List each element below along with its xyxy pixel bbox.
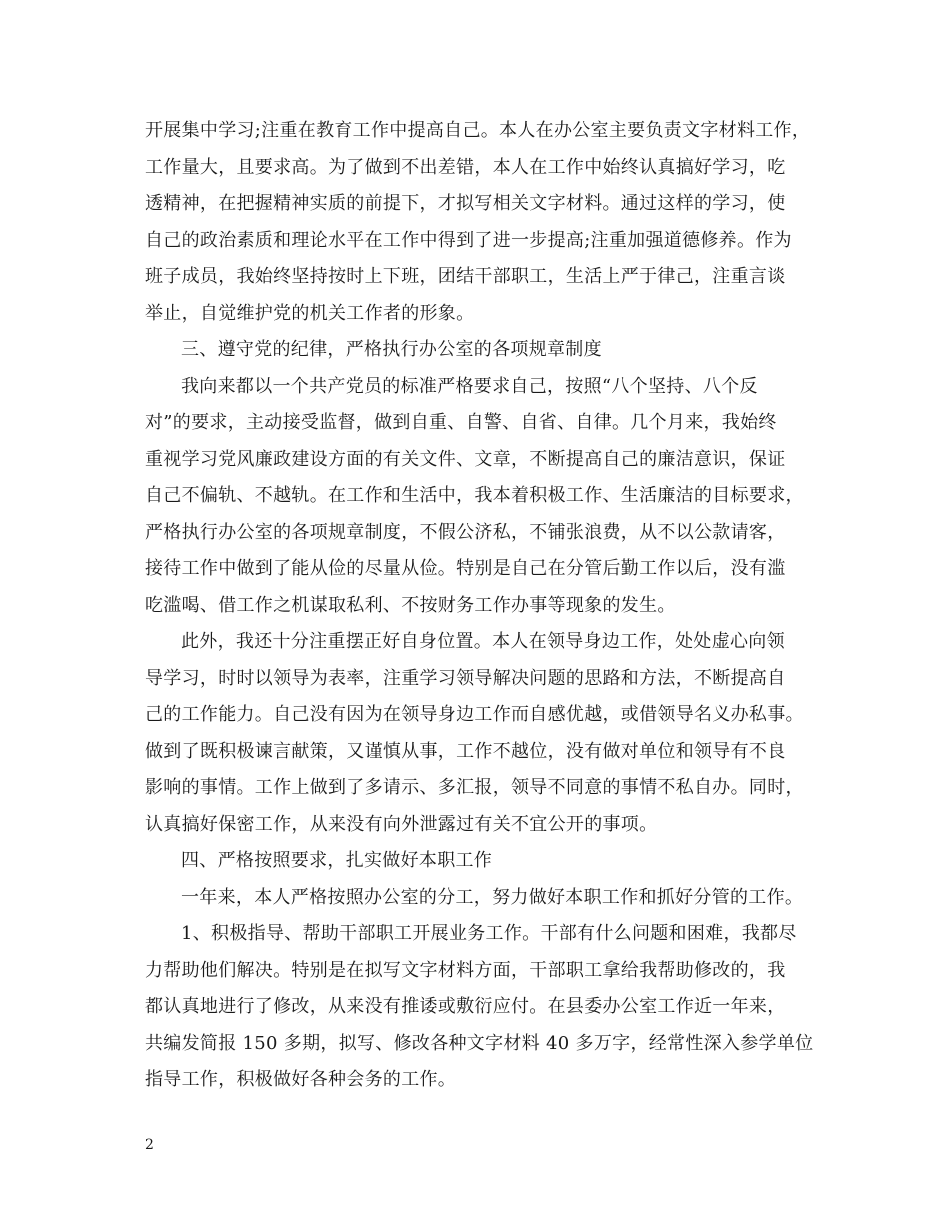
text-line: 吃滥喝、借工作之机谋取私利、不按财务工作办事等现象的发生。 [145,594,676,616]
page-number: 2 [145,1137,154,1153]
text-line: 对”的要求，主动接受监督，做到自重、自警、自省、自律。几个月来，我始终 [145,412,777,433]
text-line: 举止，自觉维护党的机关工作者的形象。 [145,302,475,324]
text-line: 重视学习党风廉政建设方面的有关文件、文章，不断提高自己的廉洁意识，保证 [145,448,786,470]
text-line: 己的工作能力。自己没有因为在领导身边工作而自感优越，或借领导名义办私事。 [145,704,804,725]
text-line: 开展集中学习;注重在教育工作中提高自己。本人在办公室主要负责文字材料工作， [145,120,811,141]
text-line: 透精神，在把握精神实质的前提下，才拟写相关文字材料。通过这样的学习，使 [145,193,786,214]
text-line: 此外，我还十分注重摆正好自身位置。本人在领导身边工作，处处虚心向领 [181,631,785,652]
document-body [145,113,813,1099]
text-line: 自己不偏轨、不越轨。在工作和生活中，我本着积极工作、生活廉洁的目标要求， [145,485,804,506]
text-line: 力帮助他们解决。特别是在拟写文字材料方面，干部职工拿给我帮助修改的，我 [145,959,786,981]
text-line: 三、遵守党的纪律，严格执行办公室的各项规章制度 [181,339,602,360]
text-line: 四、严格按照要求，扎实做好本职工作 [181,850,493,871]
text-line: 1、积极指导、帮助干部职工开展业务工作。干部有什么问题和困难，我都尽 [181,923,797,944]
text-line: 严格执行办公室的各项规章制度，不假公济私，不铺张浪费，从不以公款请客， [145,521,786,543]
text-line: 我向来都以一个共产党员的标准严格要求自己，按照“八个坚持、八个反 [181,375,758,397]
text-line: 认真搞好保密工作，从来没有向外泄露过有关不宜公开的事项。 [145,813,658,835]
text-line: 班子成员，我始终坚持按时上下班，团结干部职工，生活上严于律己，注重言谈 [145,266,786,287]
text-line: 接待工作中做到了能从俭的尽量从俭。特别是自己在分管后勤工作以后，没有滥 [145,558,786,579]
text-line: 导学习，时时以领导为表率，注重学习领导解决问题的思路和方法，不断提高自 [145,667,786,689]
text-line: 工作量大，且要求高。为了做到不出差错，本人在工作中始终认真搞好学习，吃 [145,156,786,178]
text-line: 都认真地进行了修改，从来没有推诿或敷衍应付。在县委办公室工作近一年来， [145,996,786,1017]
text-line: 指导工作，积极做好各种会务的工作。 [145,1069,457,1090]
text-line: 共编发简报 150 多期，拟写、修改各种文字材料 40 多万字，经常性深入参学单位 [145,1032,814,1054]
text-line: 做到了既积极谏言献策，又谨慎从事，工作不越位，没有做对单位和领导有不良 [145,740,786,762]
text-line: 一年来，本人严格按照办公室的分工，努力做好本职工作和抓好分管的工作。 [181,886,804,908]
text-line: 自己的政治素质和理论水平在工作中得到了进一步提高;注重加强道德修养。作为 [145,229,792,251]
text-line: 影响的事情。工作上做到了多请示、多汇报，领导不同意的事情不私自办。同时， [145,777,804,798]
